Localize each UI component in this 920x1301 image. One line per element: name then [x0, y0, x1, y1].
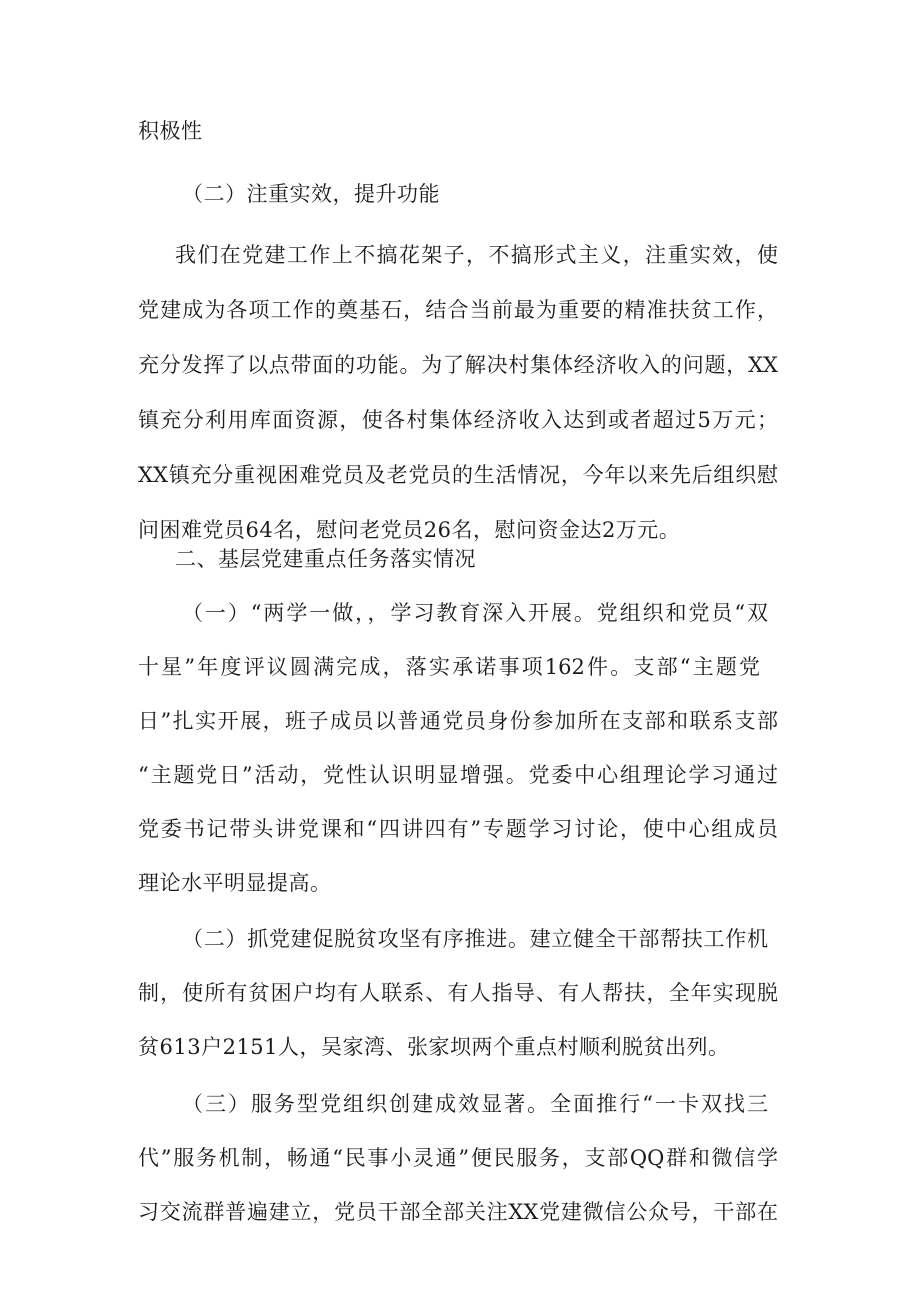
subheading-2-1: （二）注重实效，提升功能 — [182, 182, 440, 206]
text-line-1: 积极性 — [138, 119, 203, 143]
text-line-11: 十星”年度评议圆满完成，落实承诺事项162件。支部“主题党 — [138, 655, 760, 679]
text-line-19: （三）服务型党组织创建成效显著。全面推行“一卡双找三 — [182, 1092, 768, 1116]
text-line-21: 习交流群普遍建立，党员干部全部关注XX党建微信公众号，干部在 — [138, 1200, 778, 1224]
section-heading-2: 二、基层党建重点任务落实情况 — [175, 547, 476, 571]
text-line-4: 党建成为各项工作的奠基石，结合当前最为重要的精准扶贫工作， — [138, 298, 778, 322]
text-line-17: 制，使所有贫困户均有人联系、有人指导、有人帮扶，全年实现脱 — [138, 981, 778, 1005]
text-line-15: 理论水平明显提高。 — [138, 871, 332, 895]
text-line-3: 我们在党建工作上不搞花架子，不搞形式主义，注重实效，使 — [175, 243, 778, 267]
text-line-18: 贫613户2151人，吴家湾、张家坝两个重点村顺利脱贫出列。 — [138, 1035, 730, 1059]
text-line-7: XX镇充分重视困难党员及老党员的生活情况，今年以来先后组织慰 — [138, 463, 778, 487]
text-line-20: 代”服务机制，畅通“民事小灵通”便民服务，支部QQ群和微信学 — [138, 1146, 778, 1170]
text-line-13: “主题党日”活动，党性认识明显增强。党委中心组理论学习通过 — [138, 763, 778, 787]
text-line-6: 镇充分利用库面资源，使各村集体经济收入达到或者超过5万元； — [138, 408, 778, 432]
text-line-8: 问困难党员64名，慰问老党员26名，慰问资金达2万元。 — [138, 518, 681, 542]
text-line-10: （一）“两学一做，，学习教育深入开展。党组织和党员“双 — [182, 601, 768, 625]
text-line-16: （二）抓党建促脱贫攻坚有序推进。建立健全干部帮扶工作机 — [182, 927, 768, 951]
text-line-12: 日”扎实开展，班子成员以普通党员身份参加所在支部和联系支部 — [138, 709, 778, 733]
text-line-14: 党委书记带头讲党课和“四讲四有”专题学习讨论，使中心组成员 — [138, 817, 778, 841]
text-line-5: 充分发挥了以点带面的功能。为了解决村集体经济收入的问题，XX — [138, 353, 778, 377]
